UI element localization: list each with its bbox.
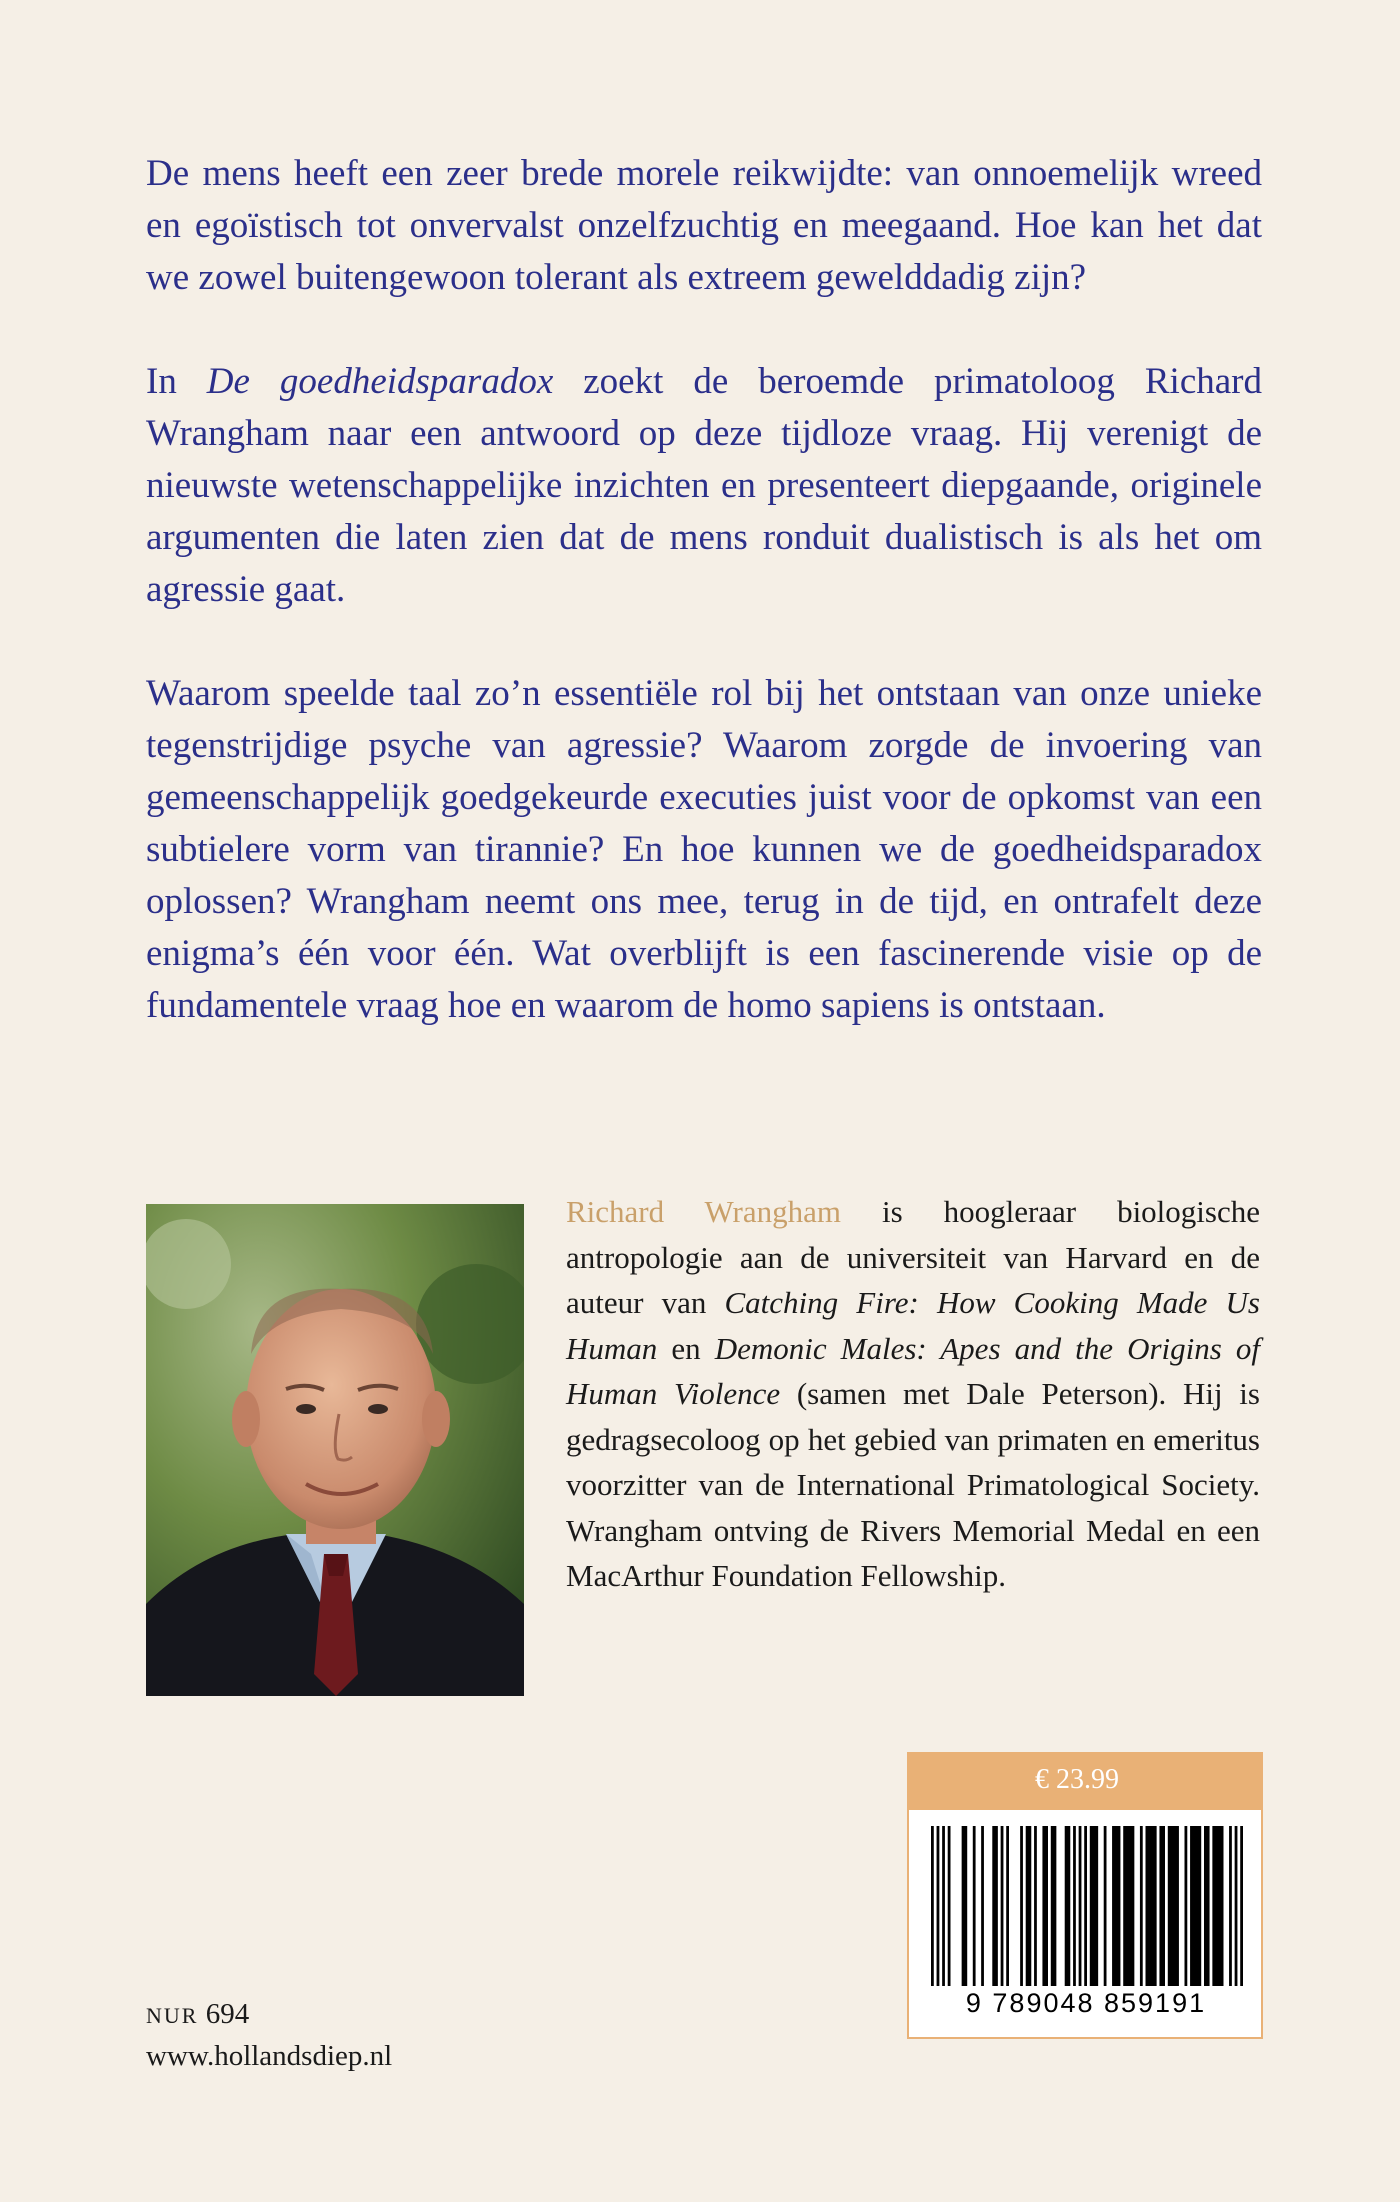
- bio-text-1: is hoogleraar biologische antropologie aan de universiteit van Harvard en de auteur van: [566, 1194, 1260, 1320]
- barcode-bar: [931, 1826, 934, 1986]
- barcode-bar: [1042, 1826, 1048, 1986]
- isbn-digits: 9 789048 859191: [965, 1988, 1207, 2018]
- book-title: De goedheidsparadox: [206, 361, 554, 402]
- barcode-bar: [962, 1826, 968, 1986]
- barcode-bar: [1090, 1826, 1098, 1986]
- barcode-bar: [1026, 1826, 1032, 1986]
- barcode-bar: [1229, 1826, 1232, 1986]
- barcode-bar: [992, 1826, 998, 1986]
- author-photo: [146, 1204, 524, 1696]
- blurb-paragraph-2: [146, 356, 1262, 616]
- barcode-bar: [1146, 1826, 1157, 1986]
- barcode-bar: [1123, 1826, 1134, 1986]
- bio-book-1: Catching Fire: How Cooking Made Us Human: [566, 1285, 1260, 1366]
- author-name: Richard Wrangham: [566, 1194, 841, 1229]
- barcode-bars: [931, 1826, 1243, 1986]
- barcode-bar: [937, 1826, 940, 1986]
- barcode-bar: [1079, 1826, 1082, 1986]
- blurb-paragraph-3: Waarom speelde taal zo’n essentiële rol bij het ontstaan van onze unieke tegenstrijdige psyche van agressie? Waarom zorgde de invoering van gemeenschappelijk goedgekeurde executies juist voor de opkomst van een subtielere vorm van tirannie? En hoe kunnen we de goedheidsparadox oplossen? Wrangham neemt ons mee, terug in de tijd, en ontrafelt deze enigma’s één voor één. Wat overblijft is een fascinerende visie op de fundamentele vraag hoe en waarom de homo sapiens is ontstaan.: [146, 673, 1262, 1026]
- author-bio: [566, 1189, 1260, 1599]
- bio-text-3: (samen met Dale Peterson). Hij is gedragsecoloog op het gebied van primaten en emeritus voorzitter van de International Primatological Society. Wrangham ontving de Rivers Memorial Medal en een MacArthur Foundation Fellowship.: [566, 1376, 1260, 1593]
- barcode-bar: [1112, 1826, 1120, 1986]
- bio-text-2: en: [657, 1330, 715, 1366]
- barcode-bar: [1020, 1826, 1023, 1986]
- publisher-website: www.hollandsdiep.nl: [146, 2040, 393, 2072]
- blurb-paragraph-1: De mens heeft een zeer brede morele reikwijdte: van onnoemelijk wreed en egoïstisch tot onvervalst onzelfzuchtig en meegaand. Hoe kan het dat we zowel buitengewoon tolerant als extreem gewelddadig zijn?: [146, 153, 1262, 298]
- nur-code: [146, 1998, 249, 2031]
- barcode-bar: [1051, 1826, 1057, 1986]
- author-portrait-illustration: [146, 1204, 524, 1696]
- blurb-p2-rest: zoekt de beroemde primatoloog Richard Wrangham naar een antwoord op deze tijdloze vraag. Hij verenigt de nieuwste wetenschappelijke inzichten en presenteert diepgaande, originele argumenten die laten zien dat de mens ronduit dualistisch is als het om agressie gaat.: [146, 361, 1263, 610]
- barcode-bar: [1104, 1826, 1107, 1986]
- blurb-p2-start: In: [146, 361, 207, 402]
- barcode-bar: [1001, 1826, 1004, 1986]
- barcode-bar: [1168, 1826, 1179, 1986]
- back-cover-blurb: [146, 148, 1262, 1032]
- barcode-bar: [948, 1826, 951, 1986]
- barcode-bar: [1190, 1826, 1201, 1986]
- barcode-bar: [1034, 1826, 1037, 1986]
- barcode-bar: [981, 1826, 984, 1986]
- barcode-bar: [1235, 1826, 1238, 1986]
- barcode-bar: [1240, 1826, 1243, 1986]
- price-label: € 23.99: [907, 1752, 1263, 1808]
- barcode-bar: [1204, 1826, 1210, 1986]
- barcode-bar: [1159, 1826, 1165, 1986]
- barcode-bar: [1185, 1826, 1188, 1986]
- barcode-bar: [1140, 1826, 1143, 1986]
- barcode-bar: [1084, 1826, 1087, 1986]
- barcode-bar: [1006, 1826, 1009, 1986]
- nur-label: NUR: [146, 2003, 199, 2028]
- barcode-bar: [1065, 1826, 1071, 1986]
- barcode-bar: [1073, 1826, 1076, 1986]
- bio-book-2: Demonic Males: Apes and the Origins of Human Violence: [566, 1330, 1260, 1411]
- barcode-bar: [1212, 1826, 1223, 1986]
- nur-number: 694: [198, 1998, 250, 2030]
- isbn-barcode: [907, 1808, 1263, 2039]
- barcode-bar: [942, 1826, 945, 1986]
- barcode-bar: [973, 1826, 976, 1986]
